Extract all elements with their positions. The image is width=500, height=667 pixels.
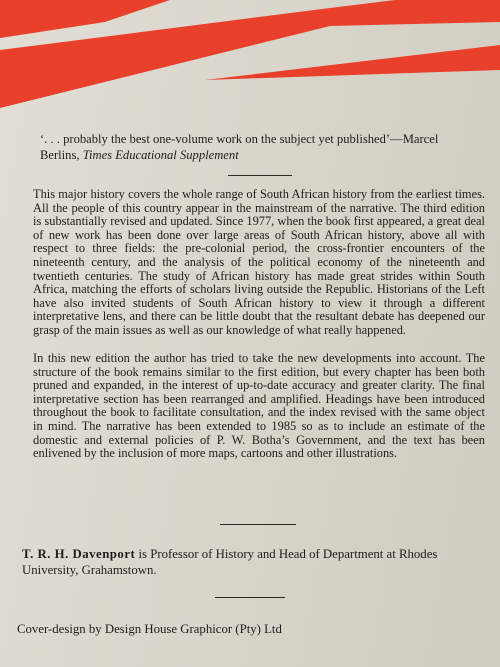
description-paragraph: This major history covers the whole range of South African history from the earliest times. All the people of this country appear in the mainstream of the narrative. The third edition is substantially revised and updated. Since 1977, when the book first appeared, a great deal of new work has been done over large areas of South African history, above all with respect to three fields: the pre-colonial period, the cross-frontier encounters of the nineteenth century, and the analysis of the political economy of the nineteenth and twentieth centuries. The study of African history has made great strides within South Africa, matching the efforts of scholars living outside the Republic. Historians of the Left have also invited students of South African history to view it through a different interpretative lens, and there can be little doubt that the resultant debate has deepened our grasp of the main issues as well as our knowledge of what really happened. <box>33 187 485 337</box>
divider <box>220 524 296 525</box>
quote-text: ‘. . . probably the best one-volume work on the subject yet published’—Marcel Berlins, <box>40 132 439 162</box>
description-paragraph: In this new edition the author has tried to take the new developments into account. The structure of the book remains similar to the first edition, but every chapter has been both pruned and expanded, in the interest of up-to-date accuracy and greater clarity. The final interpretative section has been rearranged and amplified. Headings have been introduced throughout the book to facilitate consultation, and the index revised with the same object in mind. The narrative has been extended to 1985 so as to include an estimate of the domestic and external policies of P. W. Botha’s Government, and the text has been enlivened by the inclusion of more maps, cartoons and other illustrations. <box>33 351 485 461</box>
divider <box>228 175 292 176</box>
author-name: T. R. H. Davenport <box>22 547 136 561</box>
cover-design-credit: Cover-design by Design House Graphicor (Pty) Ltd <box>17 622 282 636</box>
red-stripe-decoration <box>0 0 500 110</box>
quote-source: Times Educational Supplement <box>82 148 239 162</box>
author-bio-text: is Professor of History and Head of Department at Rhodes University, Grahamstown. <box>22 547 438 577</box>
review-quote <box>40 131 480 163</box>
divider <box>215 597 285 598</box>
author-bio <box>22 546 484 578</box>
red-band-right <box>205 45 500 80</box>
